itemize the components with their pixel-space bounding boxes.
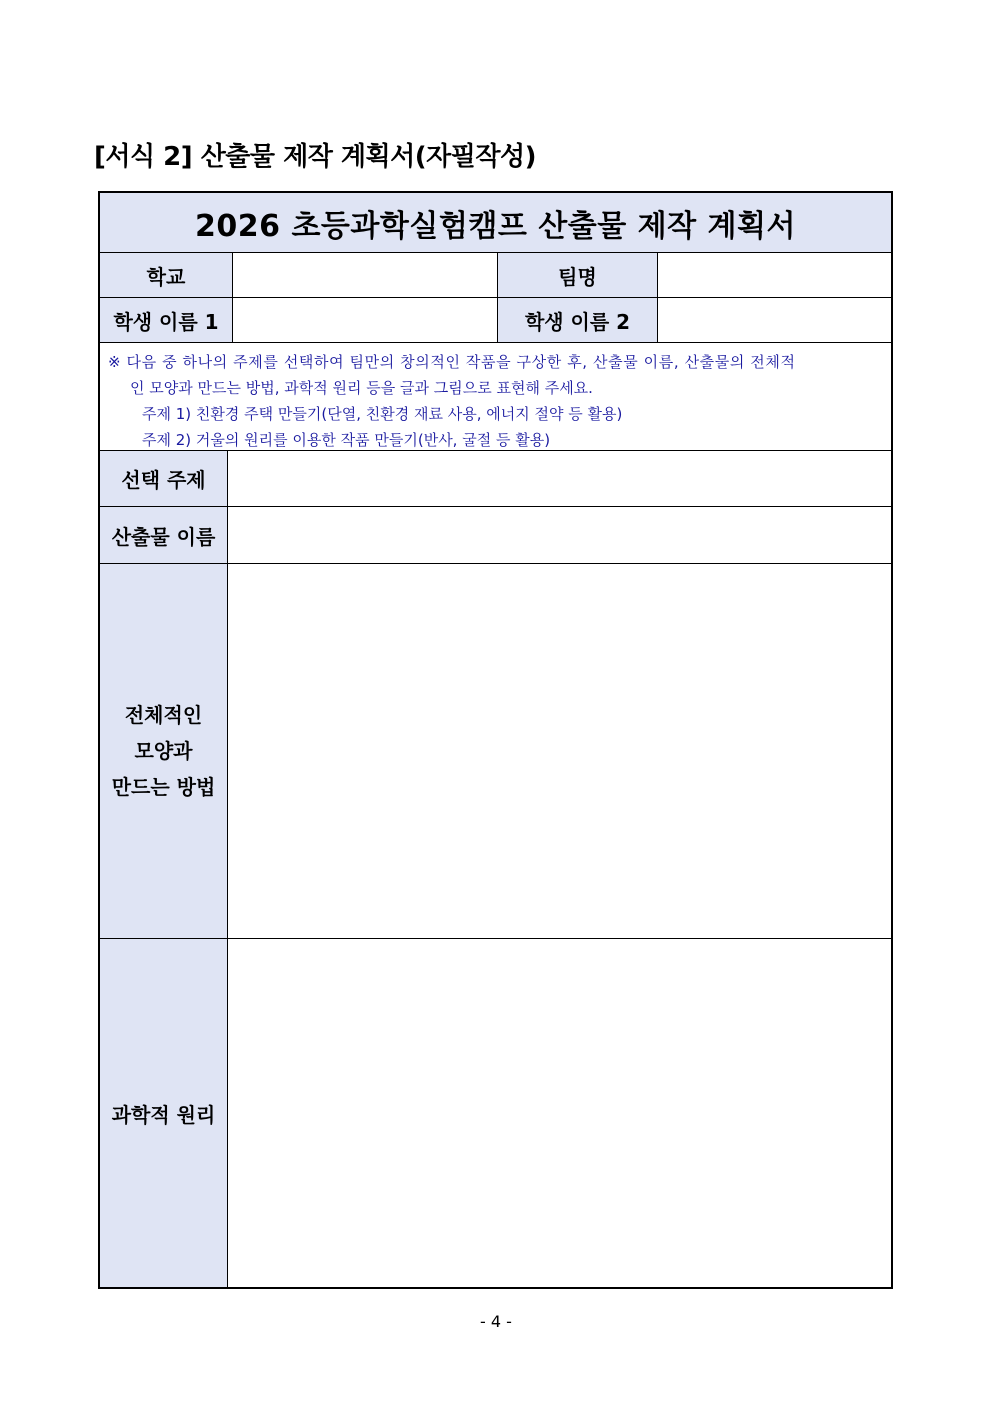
instruction-line-1: ※ 다음 중 하나의 주제를 선택하여 팀만의 창의적인 작품을 구상한 후, 산출물 이름, 산출물의 전체적 (108, 353, 796, 371)
team-label: 팀명 (498, 253, 658, 297)
plan-form (98, 191, 893, 1289)
method-label-line-3: 만드는 방법 (111, 775, 216, 799)
product-name-row (100, 507, 891, 564)
product-name-field[interactable] (228, 507, 891, 563)
product-name-label: 산출물 이름 (100, 507, 228, 563)
method-label (100, 564, 228, 938)
method-label-line-2: 모양과 (134, 739, 193, 763)
instructions (100, 343, 891, 450)
selected-topic-row (100, 451, 891, 507)
school-team-row (100, 253, 891, 298)
student2-label: 학생 이름 2 (498, 298, 658, 342)
form-title: 2026 초등과학실험캠프 산출물 제작 계획서 (100, 193, 891, 252)
notice-row (100, 343, 891, 451)
form-title-row (100, 193, 891, 253)
page-number: - 4 - (480, 1312, 512, 1331)
student2-field[interactable] (658, 298, 891, 342)
method-label-line-1: 전체적인 (124, 703, 203, 727)
method-field[interactable] (228, 564, 891, 938)
students-row (100, 298, 891, 343)
student1-label: 학생 이름 1 (100, 298, 233, 342)
selected-topic-label: 선택 주제 (100, 451, 228, 506)
topic-1: 주제 1) 친환경 주택 만들기(단열, 친환경 재료 사용, 에너지 절약 등 활용) (142, 405, 623, 423)
principle-row (100, 939, 891, 1287)
selected-topic-field[interactable] (228, 451, 891, 506)
school-label: 학교 (100, 253, 233, 297)
principle-label: 과학적 원리 (100, 939, 228, 1287)
team-field[interactable] (658, 253, 891, 297)
school-field[interactable] (233, 253, 498, 297)
principle-field[interactable] (228, 939, 891, 1287)
topic-2: 주제 2) 거울의 원리를 이용한 작품 만들기(반사, 굴절 등 활용) (142, 431, 551, 449)
page-title: [서식 2] 산출물 제작 계획서(자필작성) (94, 142, 536, 172)
method-row (100, 564, 891, 939)
student1-field[interactable] (233, 298, 498, 342)
instruction-line-2: 인 모양과 만드는 방법, 과학적 원리 등을 글과 그림으로 표현해 주세요. (130, 379, 593, 397)
